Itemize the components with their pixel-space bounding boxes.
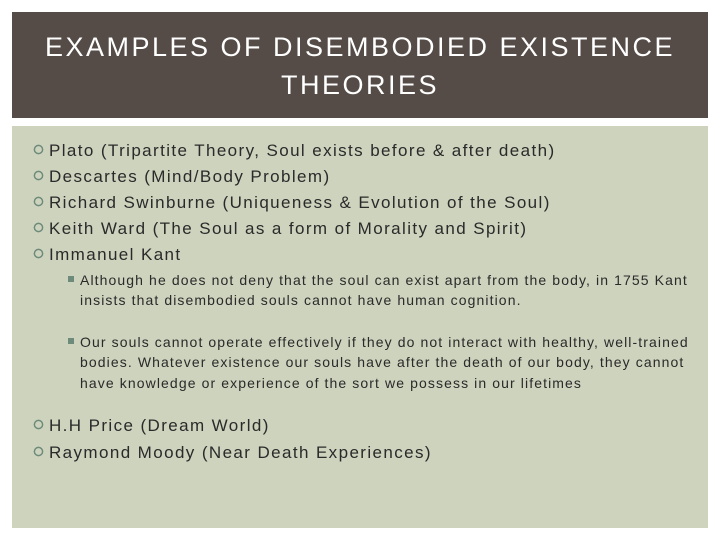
slide-title: EXAMPLES OF DISEMBODIED EXISTENCE THEORIES xyxy=(44,32,676,100)
square-bullet-icon xyxy=(68,276,74,282)
square-bullet-icon xyxy=(68,338,74,344)
sub-bullet-item xyxy=(80,270,690,311)
circle-bullet-icon xyxy=(33,419,44,430)
bullet-text: H.H Price (Dream World) xyxy=(49,416,270,435)
bullet-text: Descartes (Mind/Body Problem) xyxy=(49,167,331,186)
bullet-text: Richard Swinburne (Uniqueness & Evolution of the Soul) xyxy=(49,193,551,212)
bullet-text: Immanuel Kant xyxy=(49,245,182,264)
sub-bullet-item xyxy=(80,332,690,393)
circle-bullet-icon xyxy=(33,222,44,233)
circle-bullet-icon xyxy=(33,170,44,181)
sub-bullet-text: Our souls cannot operate effectively if they do not interact with healthy, well-trained bodies. Whatever existence our souls have after the death of our body, they cannot have knowledge or experience of the sort we possess in our lifetimes xyxy=(80,334,689,391)
bullet-text: Keith Ward (The Soul as a form of Morality and Spirit) xyxy=(49,219,528,238)
bullet-item xyxy=(49,167,331,187)
circle-bullet-icon xyxy=(33,446,44,457)
bullet-text: Raymond Moody (Near Death Experiences) xyxy=(49,443,432,462)
bullet-text: Plato (Tripartite Theory, Soul exists before & after death) xyxy=(49,141,556,160)
sub-bullet-text: Although he does not deny that the soul can exist apart from the body, in 1755 Kant insists that disembodied souls cannot have human cognition. xyxy=(80,272,688,309)
bullet-item xyxy=(49,416,270,436)
circle-bullet-icon xyxy=(33,144,44,155)
bullet-item xyxy=(49,141,556,161)
bullet-item xyxy=(49,193,551,213)
circle-bullet-icon xyxy=(33,196,44,207)
bullet-item xyxy=(49,245,182,265)
title-band xyxy=(12,12,708,118)
circle-bullet-icon xyxy=(33,248,44,259)
content-panel xyxy=(12,126,708,528)
bullet-item xyxy=(49,219,527,239)
bullet-item xyxy=(49,443,432,463)
